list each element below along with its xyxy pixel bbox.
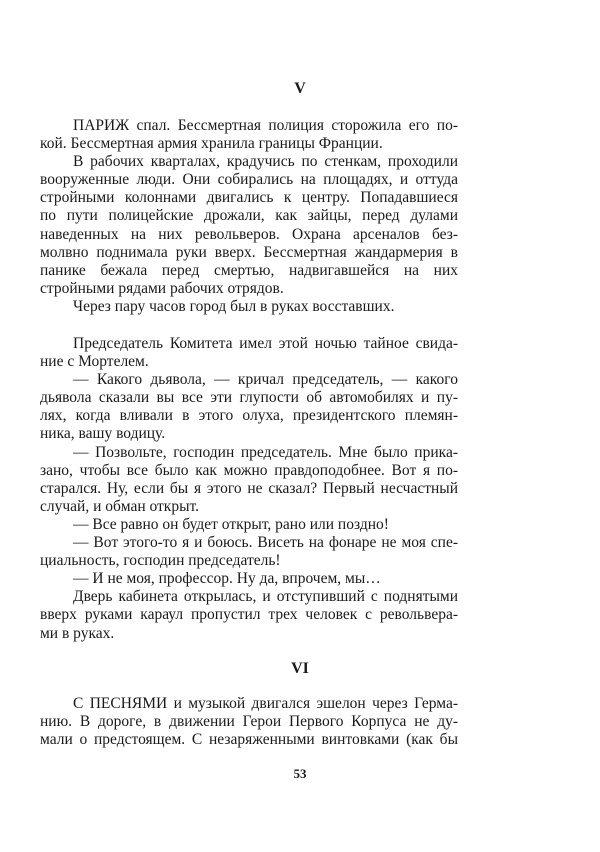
text-line: по пути полицейские дрожали, как зайцы, перед дулами <box>40 207 458 225</box>
text-line: ПАРИЖ спал. Бессмертная полиция сторожила его по- <box>73 117 458 134</box>
text-line: мали о предстоящем. С незаряженными винтовками (как бы <box>40 731 458 749</box>
text-line: лях, когда вливали в этого олуха, президентского племян- <box>40 407 458 425</box>
text-line: наведенных на них револьверов. Охрана арсеналов без- <box>40 225 458 243</box>
text-block-paris <box>40 117 458 316</box>
text-line: случай, и обман открыт. <box>40 497 199 515</box>
text-line: циальность, господин председатель! <box>40 552 281 570</box>
text-line: ние с Мортелем. <box>40 353 149 371</box>
section-heading-vi: VI <box>291 660 309 677</box>
text-line: — И не моя, профессор. Ну да, впрочем, мы… <box>73 570 381 588</box>
text-line: ми в руках. <box>40 624 115 642</box>
text-line: вооруженные люди. Они собирались на площадях, и оттуда <box>40 171 458 189</box>
text-line: — Вот этого-то я и боюсь. Висеть на фонаре не моя спе- <box>73 534 458 552</box>
text-line: кой. Бессмертная армия хранила границы Франции. <box>40 135 383 153</box>
text-line: В рабочих кварталах, крадучись по стенкам, проходили <box>73 153 458 171</box>
text-line: С ПЕСНЯМИ и музыкой двигался эшелон через Герма- <box>73 695 458 712</box>
text-line: панике бежала перед смертью, надвигавшейся на них <box>40 261 458 279</box>
text-line: вверх руками караул пропустил трех человек с револьвера- <box>40 606 458 624</box>
page-number: 53 <box>293 766 307 781</box>
text-line: Через пару часов город был в руках восставших. <box>73 297 395 315</box>
text-line: зано, чтобы все было как можно правдоподобнее. Вот я по- <box>40 461 458 479</box>
text-line: — Все равно он будет открыт, рано или поздно! <box>73 515 389 533</box>
text-block-dialogue <box>40 335 458 643</box>
text-line: — Позвольте, господин председатель. Мне было прика- <box>73 443 458 461</box>
text-line: Дверь кабинета открылась, и отступивший с поднятыми <box>73 588 458 606</box>
text-line: нию. В дороге, в движении Герои Первого Корпуса не ду- <box>40 713 458 731</box>
section-heading-v: V <box>294 80 306 97</box>
text-line: стройными рядами рабочих отрядов. <box>40 279 284 297</box>
text-line: стройными колоннами двигались к центру. Попадавшиеся <box>40 189 458 207</box>
text-line: ника, вашу водицу. <box>40 425 166 443</box>
text-line: молвно поднимала руки вверх. Бессмертная жандармерия в <box>40 243 458 261</box>
text-line: Председатель Комитета имел этой ночью тайное свида- <box>73 335 458 352</box>
text-line: дьявола сказали вы все эти глупости об автомобилях и пу- <box>40 389 458 407</box>
text-block-echelon <box>40 695 458 749</box>
text-line: старался. Ну, если бы я этого не сказал? Первый несчастный <box>40 479 458 497</box>
text-line: — Какого дьявола, — кричал председатель, — какого <box>73 371 458 389</box>
